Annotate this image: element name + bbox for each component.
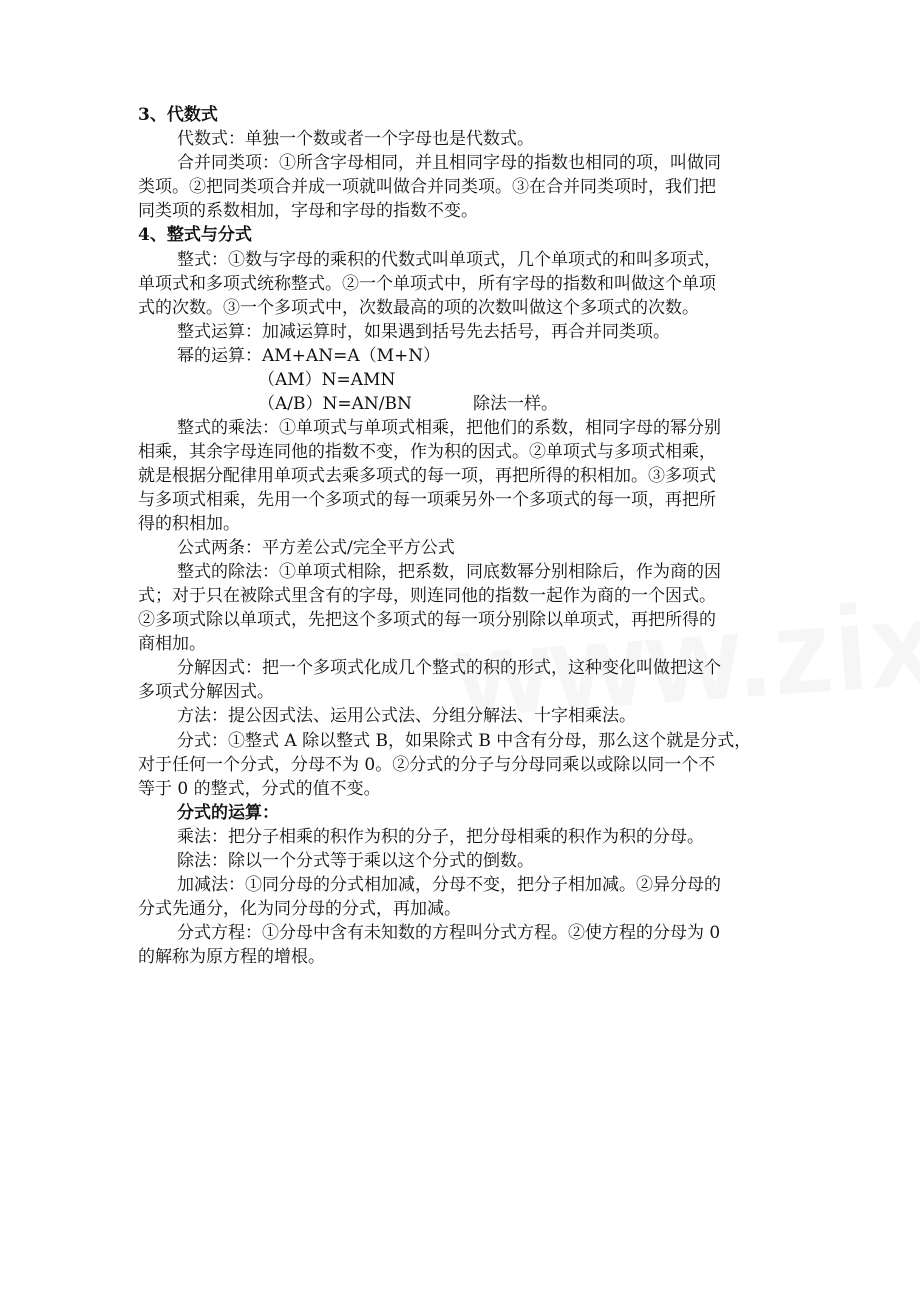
text-line: 就是根据分配律用单项式去乘多项式的每一项，再把所得的积相加。③多项式	[138, 466, 716, 486]
text-line: 类项。②把同类项合并成一项就叫做合并同类项。③在合并同类项时，我们把	[138, 177, 716, 197]
text-line: 整式的除法：①单项式相除，把系数，同底数幂分别相除后，作为商的因	[177, 562, 721, 582]
text-line: 整式：①数与字母的乘积的代数式叫单项式，几个单项式的和叫多项式，	[177, 250, 721, 270]
text-line: 乘法：把分子相乘的积作为积的分子，把分母相乘的积作为积的分母。	[177, 827, 704, 847]
text-line: 多项式分解因式。	[138, 682, 274, 702]
text-line: 加减法：①同分母的分式相加减，分母不变，把分子相加减。②异分母的	[177, 875, 721, 895]
text-line: 整式运算：加减运算时，如果遇到括号先去括号，再合并同类项。	[177, 322, 670, 342]
text-line: 分式：①整式 A 除以整式 B，如果除式 B 中含有分母，那么这个就是分式，	[177, 731, 752, 751]
text-line: 分式方程：①分母中含有未知数的方程叫分式方程。②使方程的分母为 0	[177, 923, 721, 943]
text-line: 代数式：单独一个数或者一个字母也是代数式。	[177, 129, 534, 149]
text-line: 整式的乘法：①单项式与单项式相乘，把他们的系数，相同字母的幂分别	[177, 418, 721, 438]
text-line: （AM）N=AMN	[258, 370, 396, 390]
text-line: 式的次数。③一个多项式中，次数最高的项的次数叫做这个多项式的次数。	[138, 298, 699, 318]
text-line: 分解因式：把一个多项式化成几个整式的积的形式，这种变化叫做把这个	[177, 658, 721, 678]
text-line: 与多项式相乘，先用一个多项式的每一项乘另外一个多项式的每一项，再把所	[138, 490, 716, 510]
section-heading: 4、整式与分式	[138, 225, 252, 245]
text-line: ②多项式除以单项式，先把这个多项式的每一项分别除以单项式，再把所得的	[138, 610, 716, 630]
text-line: 公式两条：平方差公式/完全平方公式	[177, 538, 455, 558]
section-heading: 分式的运算：	[177, 803, 279, 823]
text-line: （A/B）N=AN/BN	[258, 394, 412, 414]
text-line: 得的积相加。	[138, 514, 240, 534]
text-line: 除法一样。	[473, 394, 558, 414]
text-line: 合并同类项：①所含字母相同，并且相同字母的指数也相同的项，叫做同	[177, 153, 721, 173]
section-heading: 3、代数式	[138, 105, 218, 125]
text-line: 商相加。	[138, 634, 206, 654]
text-line: 对于任何一个分式，分母不为 0。②分式的分子与分母同乘以或除以同一个不	[138, 755, 716, 775]
text-line: 幂的运算：AM+AN=A（M+N）	[177, 346, 441, 366]
text-line: 同类项的系数相加，字母和字母的指数不变。	[138, 201, 478, 221]
text-line: 的解称为原方程的增根。	[138, 947, 325, 967]
text-line: 相乘，其余字母连同他的指数不变，作为积的因式。②单项式与多项式相乘，	[138, 442, 716, 462]
text-line: 除法：除以一个分式等于乘以这个分式的倒数。	[177, 851, 534, 871]
text-line: 方法：提公因式法、运用公式法、分组分解法、十字相乘法。	[177, 706, 636, 726]
text-line: 等于 0 的整式，分式的值不变。	[138, 779, 381, 799]
text-line: 分式先通分，化为同分母的分式，再加减。	[138, 899, 461, 919]
text-line: 式；对于只在被除式里含有的字母，则连同他的指数一起作为商的一个因式。	[138, 586, 716, 606]
text-line: 单项式和多项式统称整式。②一个单项式中，所有字母的指数和叫做这个单项	[138, 274, 716, 294]
